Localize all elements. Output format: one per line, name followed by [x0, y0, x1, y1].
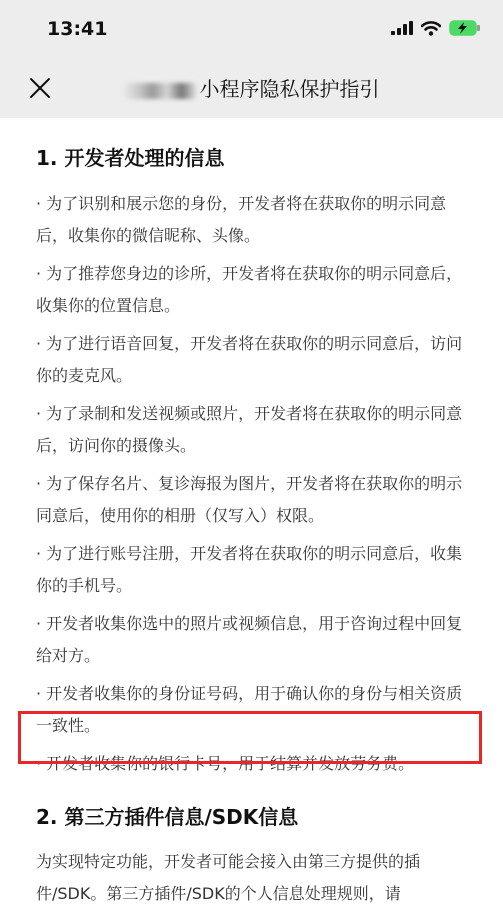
- privacy-content: [36, 140, 476, 786]
- list-item: · 为了识别和展示您的身份，开发者将在获取你的明示同意后，收集你的微信昵称、头像。: [36, 194, 447, 245]
- section2-title: 2. 第三方插件信息/SDK信息: [36, 805, 299, 829]
- list-item-highlighted: · 开发者收集你的银行卡号，用于结算并发放劳务费。: [36, 754, 415, 773]
- list-item: · 开发者收集你选中的照片或视频信息，用于咨询过程中回复给对方。: [36, 614, 463, 665]
- list-item: · 为了推荐您身边的诊所，开发者将在获取你的明示同意后，收集你的位置信息。: [36, 264, 463, 315]
- page-title-text: 小程序隐私保护指引: [199, 77, 380, 101]
- list-item: · 为了保存名片、复诊海报为图片，开发者将在获取你的明示同意后，使用你的相册（仅写入）权限。: [36, 474, 463, 525]
- section2-paragraph: 为实现特定功能，开发者可能会接入由第三方提供的插件/SDK。第三方插件/SDK的个人信息处理规则，请: [36, 852, 421, 903]
- battery-charging-icon: [449, 20, 481, 36]
- signal-icon: [391, 21, 413, 35]
- status-icons: [391, 20, 481, 36]
- highlight-box: [18, 711, 482, 764]
- list-item: · 为了进行语音回复，开发者将在获取你的明示同意后，访问你的麦克风。: [36, 334, 463, 385]
- wifi-icon: [421, 21, 441, 36]
- status-time: 13:41: [47, 18, 108, 40]
- list-item: · 为了进行账号注册，开发者将在获取你的明示同意后，收集你的手机号。: [36, 544, 463, 595]
- page-title: [0, 73, 503, 102]
- section1-title: 1. 开发者处理的信息: [36, 146, 225, 170]
- top-bar: [0, 0, 503, 118]
- list-item: · 开发者收集你的身份证号码，用于确认你的身份与相关资质一致性。: [36, 684, 463, 735]
- list-item: · 为了录制和发送视频或照片，开发者将在获取你的明示同意后，访问你的摄像头。: [36, 404, 463, 455]
- section2: [36, 800, 476, 910]
- blurred-app-name: [124, 83, 196, 99]
